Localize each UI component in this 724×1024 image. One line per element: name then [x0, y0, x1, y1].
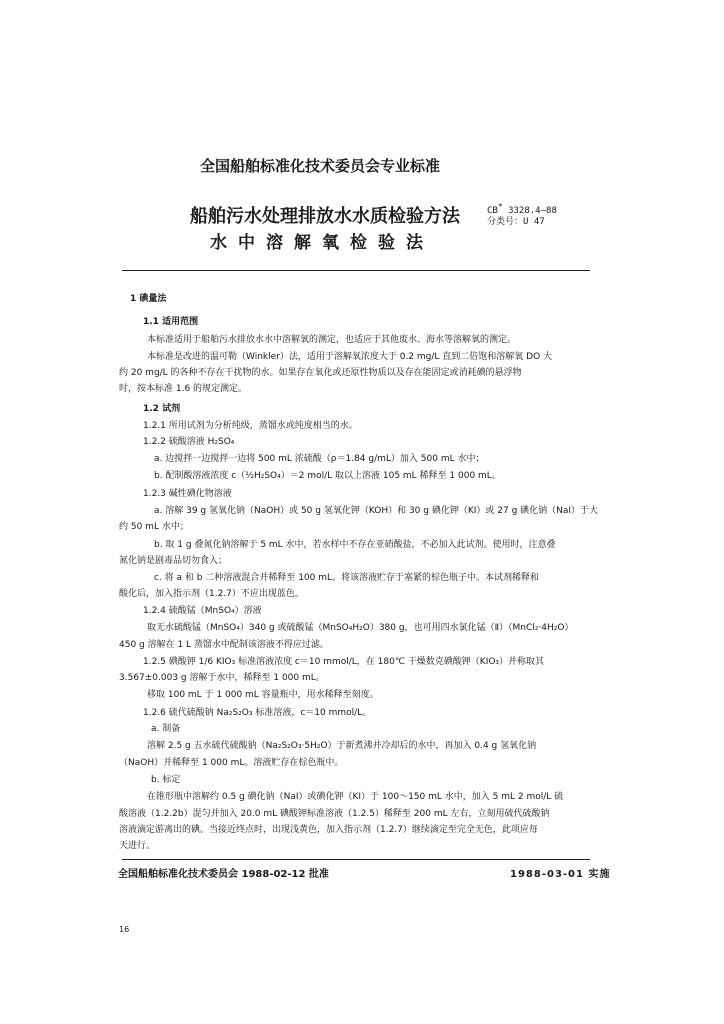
paragraph-line: 约 50 mL 水中； [119, 522, 189, 532]
clause-line: 1.2.5 碘酸钾 1/6 KIO₃ 标准溶液浓度 c＝10 mmol/L，在 180℃ 干燥数克碘酸钾（KIO₃）并称取其 [143, 657, 545, 667]
paragraph-line: 在锥形瓶中溶解约 0.5 g 碘化钠（NaI）或碘化钾（KI）于 100～150 mL 水中，加入 5 mL 2 mol/L 硫 [147, 792, 564, 802]
paragraph-line: 约 20 mg/L 的各种不存在干扰物的水。如果存在氧化或还原性物质以及存在能固定或消耗碘的悬浮物 [119, 368, 522, 378]
list-item: c. 将 a 和 b 二种溶液混合并稀释至 100 mL。将该溶液贮存于塞紧的棕色瓶子中。本试剂稀释和 [154, 573, 540, 583]
paragraph-line: 移取 100 mL 于 1 000 mL 容量瓶中，用水稀释至刻度。 [147, 690, 379, 700]
paragraph-line: 3.567±0.003 g 溶解于水中，稀释至 1 000 mL。 [119, 673, 325, 683]
implementation-date: 1988-03-01 实施 [510, 869, 611, 880]
list-item: b. 配制酸溶液浓度 c（½H₂SO₄）＝2 mol/L 取以上溶液 105 mL 稀释至 1 000 mL。 [154, 471, 501, 481]
paragraph-line: 溶液滴定游离出的碘。当接近终点时，出现浅黄色，加入指示剂（1.2.7）继续滴定至完全无色，此项应每 [119, 825, 538, 835]
paragraph-line: 本标准是改进的温可勒（Winkler）法，适用于溶解氧浓度大于 0.2 mg/L 直到二倍饱和溶解氧 DO 大 [147, 352, 553, 362]
document-title: 船舶污水处理排放水水质检验方法 [190, 206, 460, 227]
list-item: b. 标定 [151, 775, 181, 785]
paragraph-line: （NaOH）并稀释至 1 000 mL。溶液贮存在棕色瓶中。 [119, 758, 344, 768]
classification-number: 分类号：U 47 [487, 217, 545, 227]
document-subtitle: 水中溶解氧检验法 [210, 233, 434, 253]
page-number: 16 [119, 925, 130, 934]
section-heading: 1 碘量法 [130, 294, 167, 304]
issuing-organization: 全国船舶标准化技术委员会专业标准 [200, 157, 441, 175]
footer-divider [122, 859, 590, 860]
asterisk-mark: * [497, 202, 503, 211]
list-item: a. 制备 [151, 724, 181, 734]
standard-code: 3328.4—88 [508, 206, 557, 216]
clause-line: 1.2.2 硫酸溶液 H₂SO₄ [143, 437, 235, 447]
paragraph-line: 450 g 溶解在 1 L 蒸馏水中配制该溶液不得应过滤。 [119, 640, 329, 650]
paragraph-line: 酸化后，加入指示剂（1.2.7）不应出现蓝色。 [119, 589, 304, 599]
standard-prefix: CB [487, 206, 498, 216]
paragraph-line: 本标准适用于船舶污水排放水水中溶解氧的测定，也适应于其他废水、海水等溶解氧的测定。 [147, 335, 517, 345]
subsection-heading: 1.1 适用范围 [143, 317, 199, 327]
list-item: a. 边搅拌一边搅拌一边将 500 mL 浓硫酸（ρ＝1.84 g/mL）加入 500 mL 水中； [154, 454, 485, 464]
paragraph-line: 时，按本标准 1.6 的规定测定。 [119, 384, 248, 394]
subsection-heading: 1.2 试剂 [143, 404, 181, 414]
clause-line: 1.2.3 碱性碘化物溶液 [143, 489, 232, 499]
paragraph-line: 取无水硫酸锰（MnSO₄）340 g 或硫酸锰（MnSO₄H₂O）380 g，也可用四水氯化锰（Ⅱ）（MnCl₂·4H₂O） [147, 623, 574, 633]
clause-line: 1.2.4 硫酸锰（MnSO₄）溶液 [143, 606, 262, 616]
paragraph-line: 天进行。 [119, 841, 156, 851]
clause-line: 1.2.1 所用试剂为分析纯级，蒸馏水或纯度相当的水。 [143, 421, 358, 431]
paragraph-line: 氮化钠是剧毒品切勿食入； [119, 556, 228, 566]
paragraph-line: 酸溶液（1.2.2b）混匀并加入 20.0 mL 碘酸钾标准溶液（1.2.5）稀释至 200 mL 左右，立刻用硫代硫酸钠 [119, 809, 550, 819]
paragraph-line: 溶解 2.5 g 五水硫代硫酸钠（Na₂S₂O₃·5H₂O）于新煮沸并冷却后的水中，再加入 0.4 g 氢氧化钠 [147, 741, 537, 751]
clause-line: 1.2.6 硫代硫酸钠 Na₂S₂O₃ 标准溶液，c＝10 mmol/L。 [143, 708, 372, 718]
list-item: a. 溶解 39 g 氢氧化钠（NaOH）或 50 g 氢氧化钾（KOH）和 30 g 碘化钾（KI）或 27 g 碘化钠（NaI）于大 [154, 506, 599, 516]
approval-line: 全国船舶标准化技术委员会 1988-02-12 批准 [118, 869, 329, 880]
list-item: b. 取 1 g 叠氮化钠溶解于 5 mL 水中，若水样中不存在亚硝酸盐，不必加入此试剂。使用时，注意叠 [154, 540, 556, 550]
header-divider [122, 270, 590, 271]
